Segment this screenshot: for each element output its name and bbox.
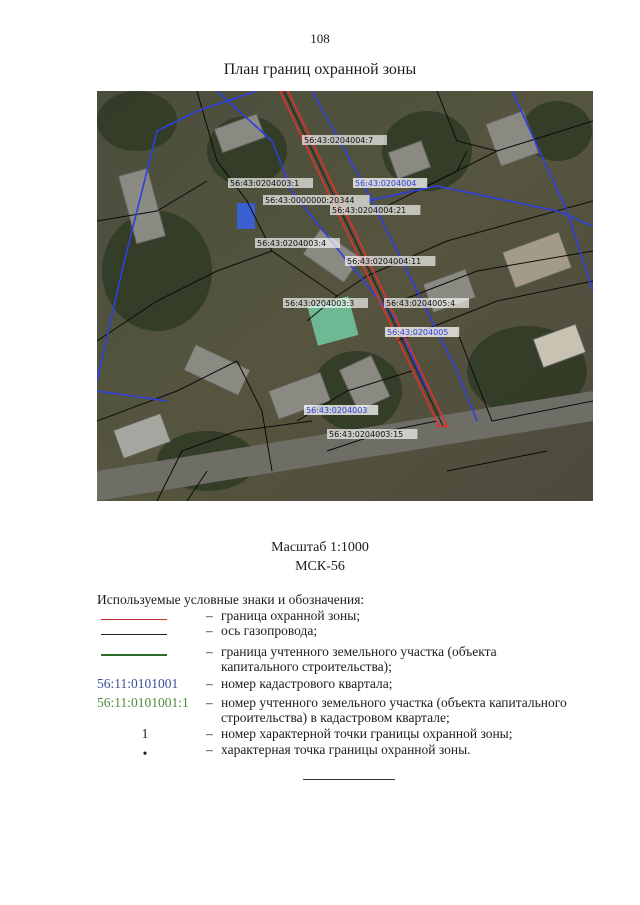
parcel-label: 56:43:0204005:4 bbox=[386, 299, 456, 308]
parcel-label: 56:43:0204003:15 bbox=[329, 430, 404, 439]
legend-text: характерная точка границы охранной зоны. bbox=[221, 742, 471, 757]
legend-text: номер кадастрового квартала; bbox=[221, 676, 393, 691]
quarter-label: 56:43:0204005 bbox=[387, 328, 449, 337]
legend-heading: Используемые условные знаки и обозначения: bbox=[97, 592, 365, 607]
legend-dash: – bbox=[206, 608, 213, 623]
quarter-number-sample: 56:11:0101001 bbox=[97, 676, 179, 691]
green-line-symbol bbox=[101, 654, 167, 656]
parcel-label: 56:43:0204003:1 bbox=[230, 179, 300, 188]
bottom-rule bbox=[303, 779, 395, 780]
page-number: 108 bbox=[310, 31, 330, 46]
parcel-label: 56:43:0204004:7 bbox=[304, 136, 374, 145]
legend-dash: – bbox=[206, 623, 213, 638]
coordinate-system: МСК-56 bbox=[295, 559, 345, 574]
point-dot-icon: • bbox=[142, 746, 148, 761]
map-image bbox=[97, 91, 593, 501]
legend-dash: – bbox=[206, 726, 213, 741]
black-line-symbol bbox=[101, 634, 167, 635]
legend-dash: – bbox=[206, 695, 213, 710]
legend-text: номер учтенного земельного участка (объекта капитального строительства) в кадастровом квартале; bbox=[221, 695, 567, 725]
legend-text: номер характерной точки границы охранной зоны; bbox=[221, 726, 513, 741]
parcel-label: 56:43:0204003:3 bbox=[285, 299, 355, 308]
parcel-number-sample: 56:11:0101001:1 bbox=[97, 695, 189, 710]
parcel-label: 56:43:0000000:20344 bbox=[265, 196, 355, 205]
red-line-symbol bbox=[101, 619, 167, 620]
legend-dash: – bbox=[206, 676, 213, 691]
parcel-label: 56:43:0204003:4 bbox=[257, 239, 327, 248]
map-scale: Масштаб 1:1000 bbox=[271, 540, 369, 555]
legend-text: граница учтенного земельного участка (объекта капитального строительства); bbox=[221, 644, 497, 674]
parcel-label: 56:43:0204004:21 bbox=[332, 206, 407, 215]
parcel-label: 56:43:0204004:11 bbox=[347, 257, 422, 266]
legend-dash: – bbox=[206, 742, 213, 757]
page-title: План границ охранной зоны bbox=[223, 61, 417, 78]
blue-roof bbox=[237, 203, 255, 229]
point-number-sample: 1 bbox=[141, 726, 149, 741]
quarter-label: 56:43:0204003 bbox=[306, 406, 368, 415]
legend-text: ось газопровода; bbox=[221, 623, 318, 638]
legend-dash: – bbox=[206, 644, 213, 659]
legend-text: граница охранной зоны; bbox=[221, 608, 361, 623]
quarter-label: 56:43:0204004 bbox=[355, 179, 417, 188]
